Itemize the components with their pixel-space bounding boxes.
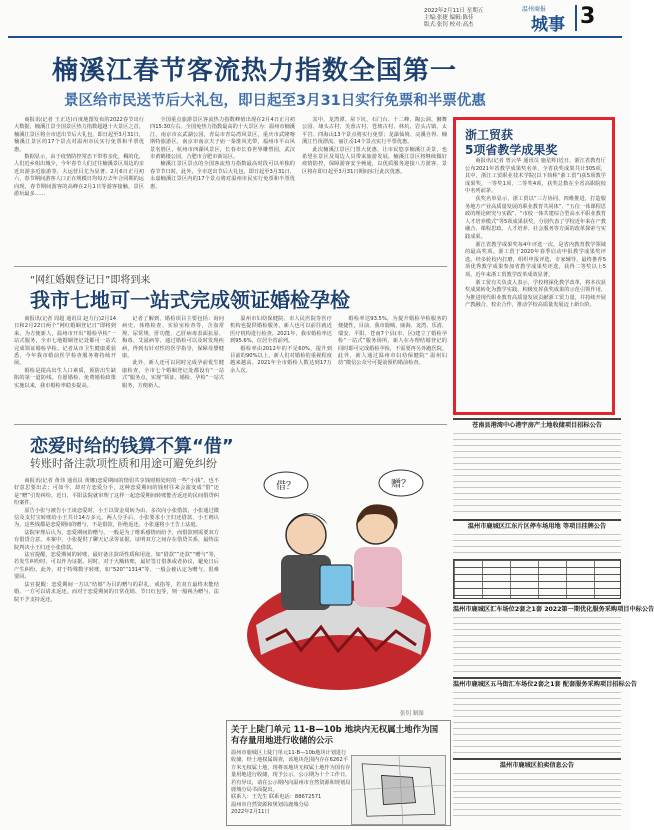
ad-title: 温州市鹿城区汇车场位2套之1套 2022第一期优化服务采购项目中标公告 xyxy=(453,606,654,613)
right-ads xyxy=(453,418,654,828)
header-editor: 主编:张捷 编辑:陈佳 xyxy=(424,15,474,21)
notice-contact: 联系人：王先生 联系电话：88672571 xyxy=(231,794,322,801)
ad-block xyxy=(453,418,621,516)
lead-paragraph: 数据显示，由于疫情防控常态下带着亲化，稠的化，人们近乡相出城少，今年春节人们过往楠溪景区周边的亲近出游多近旅游等，大运营目尤为显著。2月6日正月初六，春节期间游客人口正在规模日均每万去年合同期的运向现，春节期间游客的高峰在2月1日等游客接触，景区游玩最多…… xyxy=(14,154,144,198)
story3-subhead: 转账时备注款项性质和用途可避免纠纷 xyxy=(30,457,217,470)
ad-block xyxy=(453,519,621,599)
story3-paragraph: 商报讯(记者 黄伟 通讯员 黄娜)恋爱期间的情侣共享钱财相处时的一些“小钱”，也不好意思要出去；可如今，却对方恋爱分手，这种恋爱期间的钱财往来会演变成“借”还是“赠”引发纠纷。近日，平阳法院就审理了这样一起恋爱期间转账能否返还的民间借贷纠纷案件。 xyxy=(14,478,219,507)
ad-table xyxy=(453,559,621,599)
page-number: 3 xyxy=(580,4,596,29)
story3-paragraph: 法官提醒：恋爱期间一方以“结婚”为目的赠与的彩礼、戒指等，若双方最终未能结婚，一方可以请求返还。而对于恋爱期间的日常花销、节日红包等，则一般视为赠与，法院不予支持返还。 xyxy=(14,581,219,603)
highlight-body xyxy=(465,158,606,310)
ad-text-lines xyxy=(453,433,621,517)
speech-bubble-right: 赠？ xyxy=(391,479,411,490)
highlight-box xyxy=(453,117,615,415)
land-notice xyxy=(226,720,451,826)
notice-text: 温州市鹿城区上陡门单元11-B—10b地块计划进行收储，经土地权属调查，该地块范围内存在6262平方米无权属土地，现将该地块无权属土地作为国有存量用地进行收储，现予公示。公示期为十个工作日，若有异议，请在公示期内向温州市自然资源和规划局鹿城分局书面提出。 xyxy=(231,750,351,794)
story2-column-2 xyxy=(122,316,224,416)
header-meta xyxy=(424,8,524,29)
section-divider xyxy=(14,266,447,267)
header-brand: 温州商报 xyxy=(522,6,547,13)
ad-text-lines xyxy=(453,617,621,673)
lead-paragraph: 此次楠溪江景区门票大优惠，让市民悠享楠溪江美景，也希望在景区及周边人员带来旅游发展。楠溪江景区将继续做好疫情防控，保障游客安全畅通，以优质服务迎接八方游客，景区将在即日起至3月31日期间实行此次优惠。 xyxy=(302,146,447,175)
story3-column xyxy=(14,478,219,826)
illustration-caption: 张钊 制图 xyxy=(400,711,424,717)
story3-paragraph: 法院审理后认为，恋爱期间的赠与，一般是为了维系感情而给予，而借款则需要双方有借贷合意。本案中，小张提供了聊天记录等证据，证明双方之间存在借贷关系，最终法院判决小王归还小张借款。 xyxy=(14,529,219,551)
notice-body xyxy=(231,750,351,817)
lead-subhead: 景区给市民送节后大礼包，即日起至3月31日实行免票和半票优惠 xyxy=(64,93,486,109)
ad-text-lines xyxy=(453,692,621,754)
notice-issuer: 温州市自然资源和规划局鹿城分局 xyxy=(231,801,309,808)
ad-text-lines xyxy=(453,534,621,556)
story2-paragraph: 商报讯(记者 周超 通讯员 赵力行)2月14日和2月22日两个“网红婚姻登记日”即将到来，为方便新人，温州市开出“婚检孕检”一站式服务，全市七地婚姻登记处都可一站式完成领证婚检孕检。记者从市卫生健康委获悉，今年我市婚前医学检查服务将持续开展。 xyxy=(14,316,116,367)
lead-paragraph: 全国重点旅游景区客流热力指数峰值出现在2月4日正月初四15:30左右。全国免热力指数最高的十大景区为：温州市楠溪江，南京市玄武湖公园，青岛市青岛湾风景区，重庆市武隆喀斯特旅游区，南京市南京夫子庙一秦淮风光带，福州市平山风景名胜区，杭州市西湖风景区，长春市长春世界雕塑园，武汉市黄鹤楼公园，合肥市合肥市新站区。 xyxy=(150,117,295,161)
ad-block xyxy=(453,602,654,674)
header-date: 2022年2月11日 星期五 xyxy=(424,8,484,14)
highlight-title-line1: 浙工贸获 xyxy=(465,128,514,142)
story2-column-3 xyxy=(230,316,332,416)
header-bar xyxy=(575,5,577,31)
ad-title: 温州市鹿城区拍卖信息公告 xyxy=(499,762,575,769)
story2-paragraph: 此外，新人还可以同时完成孕前优生健康检查，全市七个婚姻登记处都设有“一站式”服务点，实现“领证、婚检、孕检”一站式服务，方便新人。 xyxy=(122,360,224,389)
lead-headline: 楠溪江春节客流热力指数全国第一 xyxy=(52,56,458,86)
story2-paragraph: 婚检是提高出生人口素质，预防出生缺陷的第一道防线。自愿婚检、免费婚检政策实施以来，我市婚检率稳步提高。 xyxy=(14,367,116,389)
story2-kicker: “网红婚姻登记日”即将到来 xyxy=(30,275,151,286)
header-rule xyxy=(8,36,622,38)
lead-column-2 xyxy=(150,117,295,267)
story2-headline: 我市七地可一站式完成领证婚检孕检 xyxy=(30,288,350,312)
highlight-paragraph: 商报讯(记者 曾云华 通讯员 施星辉)近日，浙江省教育厅公布2021年省教学成果奖名单，全省获奖成果共计305项，其中，浙江工贸职业技术学院(以下简称“浙工贸”)获5项教学成果奖，一等奖1项、二等奖4项，获奖总数在全省高职院校中名列前茅。 xyxy=(465,158,606,195)
highlight-paragraph: 浙江省教学成果奖每4年评选一次，是省内教育教学领域的最高奖项。浙工贸于2020年春季启动申报教学成果奖评选，经多轮校内打磨，组织申报评选，专家辅导，最终推荐5项优秀教学成果参加省教学成果奖评选，获得二等奖以上5项，近年来浙工贸教学改革成效显著。 xyxy=(465,241,606,278)
highlight-paragraph: 获奖名单显示，浙工贸以“三方协同、四维推进，打造服务地方产业高质量发展的职业教育共同体”、“五位一体课程思政的理论研究与实践”、“市校一体共建综合型高水平职业教育人才培养模式”等5项成果获奖，分别代表了学校近年来在产教融合、课程思政、人才培养、社会服务等方面的改革探索与实践成果。 xyxy=(465,195,606,240)
story3-headline: 恋爱时给的钱算不算“借” xyxy=(30,436,234,457)
lead-paragraph: 其中，龙湾潭、屋下坑、石门台、十二峰、陶公洞、狮舞公园、埭头古村、芙蓉古村、苍坡古村、林坑、岩头古镇、太平岩、四海山13个景点将实行免票；龙瀑仙境、浣溪自得、楠溪江竹筏漂流、丽江岙14个景点实行半票优惠。 xyxy=(302,117,447,146)
story3-paragraph: 原告小张与被告小王谈恋爱时，小王以资金周转为由，多次向小张借款，小张通过微信及支付宝转账给小王共计14万多元。两人分手后，小张要求小王归还借款，小王则认为，这些钱都是恋爱期间的赠与，不是借款，拒绝返还。小张遂将小王告上法庭。 xyxy=(14,507,219,529)
story2-paragraph: 温州市妇幼保健院、市人民医院等医疗机构也提供婚检服务，新人也可以前往就近医疗机构进行检查。2021年，我市婚检率达到95.6%，位居全省前列。 xyxy=(230,316,332,345)
ad-title: 温州市鹿城区五马街汇车场位2套之1套 配套服务采购项目招标公告 xyxy=(453,681,638,688)
notice-date: 2022年2月11日 xyxy=(231,809,270,816)
lead-column-3 xyxy=(302,117,447,267)
ad-block xyxy=(453,758,621,818)
story2-paragraph: 婚检率由2012年的不足60%，提升到目前的90%以上，新人们对婚检的重视程度越来越高。2021年全市婚检人数达到17万余人次。 xyxy=(230,345,332,374)
ad-title: 苍南县港湾中心港宇房产土地收储项目招标公告 xyxy=(472,422,602,429)
highlight-paragraph: 浙工贸有关负责人表示，学校将深化教学改革，将本次获奖成果转化为教学实践，积极发挥获奖成果的示范引领作用，为推进现代职业教育高质量发展贡献浙工贸力量，并持续开展产教融合、校企合作，推动学校高质量发展迈上新台阶。 xyxy=(465,279,606,309)
lead-column-1 xyxy=(14,117,144,267)
section-name: 城事 xyxy=(531,15,565,35)
story2-paragraph: 记者了解到，婚检项目主要包括：询问病史、体格检查、实验室检查等，含血常规、尿常规、肝功能、乙肝病毒表面抗原、梅毒、艾滋病等，通过婚检可以及时发现疾病，得到有针对性的医学指导，保障母婴健康。 xyxy=(122,316,224,360)
lead-paragraph: 楠溪江景区景点的全国客流热力指数最高时段可以单独的春节节日时，此外，全市送出节后大礼包，即日起至3月31日，永嘉楠溪江景区内的17个景点将对温州市民实行免票和半票优惠。 xyxy=(150,161,295,190)
ad-title: 温州市鹿城区江东片区停车场用地 等项目挂牌公告 xyxy=(467,523,607,530)
story2-column-1 xyxy=(14,316,116,416)
couple-money-illustration xyxy=(226,455,452,705)
header-proof: 版式:张钊 校对:高杰 xyxy=(424,22,474,28)
highlight-title-line2: 5项省教学成果奖 xyxy=(465,143,558,157)
ad-block xyxy=(453,677,638,755)
notice-title: 关于上陡门单元 11-B—10b 地块内无权属土地作为国有存量用地进行收储的公示 xyxy=(231,725,439,746)
section-divider xyxy=(14,424,447,425)
land-map xyxy=(351,755,446,825)
lead-paragraph: 商报讯(记者 王正达)百度地图发布的2022春节出行大数据，楠溪江景全国景区热力指数超越十大景区之首。楠溪江景区将全市送出节后大礼包，即日起至3月31日，楠溪江景区的17个景点对温州市民实行免票和半票优惠。 xyxy=(14,117,144,153)
story2-column-4 xyxy=(338,316,447,416)
story2-paragraph: 婚检率达93.5%。为提升婚检孕检服务的便捷性，目前，我市鹿城、瓯海、龙湾、乐清、瑞安、平阳、苍南7个县(市、区)建立了婚检孕检“一站式”服务场所，新人在办理结婚登记的同时即可完成婚检孕检，不需要再另外跑医院。此外，新人通过温州市妇幼保健院“ 温州妇幼”微信公众号可提前预约婚前检查。 xyxy=(338,316,447,367)
ad-text-lines xyxy=(453,773,621,817)
story3-paragraph: 法官提醒，恋爱期间的转账，最好备注款项性质和用途，如“借款”“还款”“赠与”等，若发生纠纷时，可以作为证据。同时，对于大额转账，最好签订借条或者协议，避免日后产生纠纷。此外，对于特殊数字转账，如“520”“1314”等，一般会被认定为赠与，很难要回。 xyxy=(14,552,219,581)
speech-bubble-left: 借？ xyxy=(276,481,296,492)
